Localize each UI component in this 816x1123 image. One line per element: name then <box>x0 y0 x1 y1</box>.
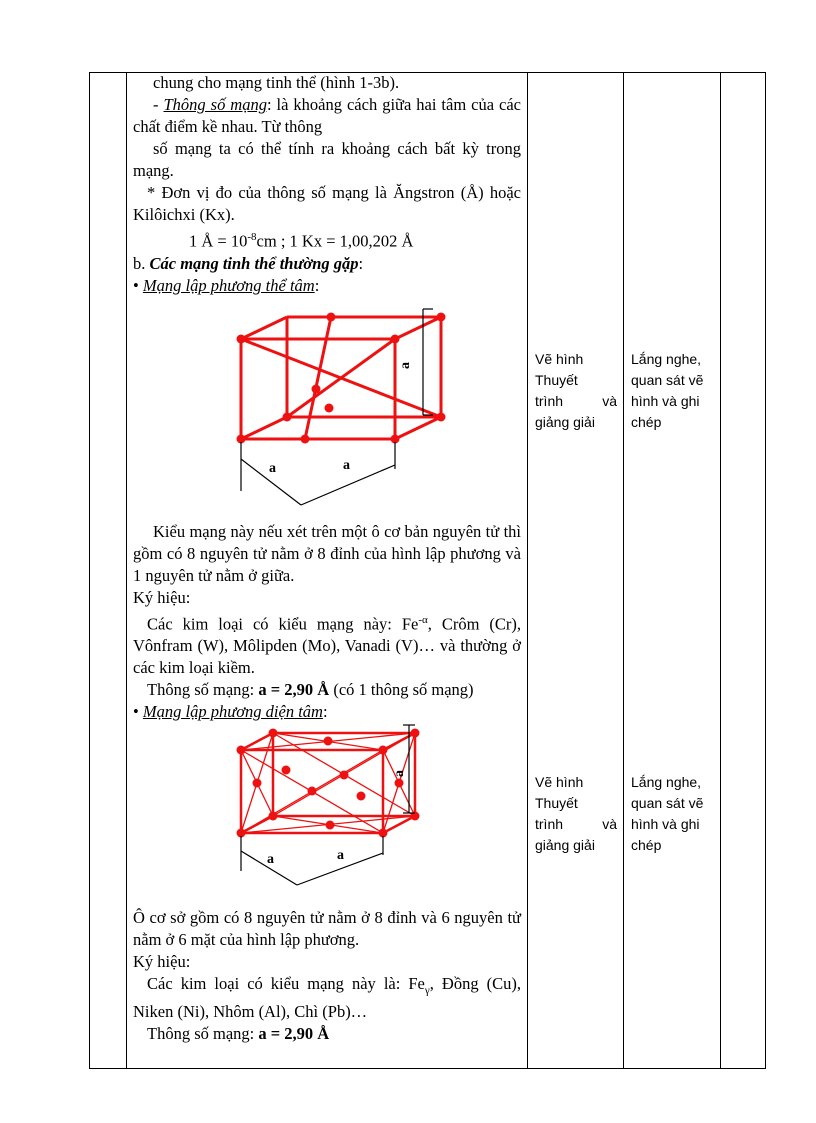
bcc-label-a-vertical: a <box>398 361 413 369</box>
paragraph: Kiểu mạng này nếu xét trên một ô cơ bản nguyên tử thì gồm có 8 nguyên tử nằm ở 8 đỉnh của hình lập phương và 1 nguyên tử nằm ở giữa. <box>133 521 521 585</box>
paragraph: chung cho mạng tinh thể (hình 1-3b). <box>153 73 400 92</box>
bcc-lattice-figure <box>133 297 521 521</box>
subheading-bcc: • Mạng lập phương thể tâm: <box>133 275 320 295</box>
column-divider-1 <box>126 72 127 1069</box>
paragraph: Ký hiệu: <box>133 952 191 971</box>
column-divider-2 <box>527 72 528 1069</box>
teacher-activity-1: Vẽ hình Thuyết trình và giảng giải <box>535 351 617 430</box>
student-activity-1: Lắng nghe, quan sát vẽ hình và ghi chép <box>631 351 704 430</box>
lesson-content <box>133 72 521 1045</box>
fcc-label-a-right: a <box>337 848 344 863</box>
column-divider-4 <box>720 72 721 1069</box>
bcc-label-a-right: a <box>343 457 350 473</box>
paragraph: Ô cơ sở gồm có 8 nguyên tử nằm ở 8 đỉnh và 6 nguyên tử nằm ở 6 mặt của hình lập phương. <box>133 908 521 949</box>
bcc-cube-edges <box>241 317 441 439</box>
paragraph: số mạng ta có thể tính ra khoảng cách bất kỳ trong mạng. <box>133 139 521 180</box>
fcc-label-a-left: a <box>267 852 274 867</box>
paragraph: Thông số mạng: a = 2,90 Å <box>147 1024 330 1044</box>
paragraph: Các kim loại có kiểu mạng này: $Fe^{-\alpha}$, Crôm (Cr), Vônfram (W), Môlipden (Mo), Vanadi (V)… và thường ở các kim loại kiềm. <box>133 613 522 677</box>
term-lattice-param: Thông số mạng <box>163 95 267 114</box>
unit-equation: 1 Å = $10^{-8}cm$ ; 1 Kx = 1,00,202 Å <box>189 231 414 251</box>
paragraph: * Đơn vị đo của thông số mạng là Ăngstron (Å) hoặc Kilôichxi (Kx). <box>133 183 521 224</box>
fcc-face-diagonals <box>241 733 415 833</box>
column-divider-3 <box>623 72 624 1069</box>
paragraph: Các kim loại có kiểu mạng này là: $Fe_\gamma$, Đồng (Cu), Niken (Ni), Nhôm (Al), Chì (Pb)… <box>133 974 521 1022</box>
student-activity-2: Lắng nghe, quan sát vẽ hình và ghi chép <box>631 774 704 853</box>
fcc-label-a-vertical: a <box>392 770 407 777</box>
paragraph: Ký hiệu: <box>133 587 191 607</box>
bcc-label-a-left: a <box>269 460 276 476</box>
paragraph: - Thông số mạng: là khoảng cách giữa hai tâm của các chất điểm kề nhau. Từ thông <box>133 95 521 136</box>
teacher-activity-2: Vẽ hình Thuyết trình và giảng giải <box>535 774 617 853</box>
paragraph: Thông số mạng: a = 2,90 Å (có 1 thông số mạng) <box>147 680 474 699</box>
fcc-lattice-figure <box>133 723 521 907</box>
subheading-fcc: • Mạng lập phương diện tâm: <box>133 702 328 721</box>
section-heading: b. Các mạng tinh thể thường gặp: <box>133 253 364 273</box>
